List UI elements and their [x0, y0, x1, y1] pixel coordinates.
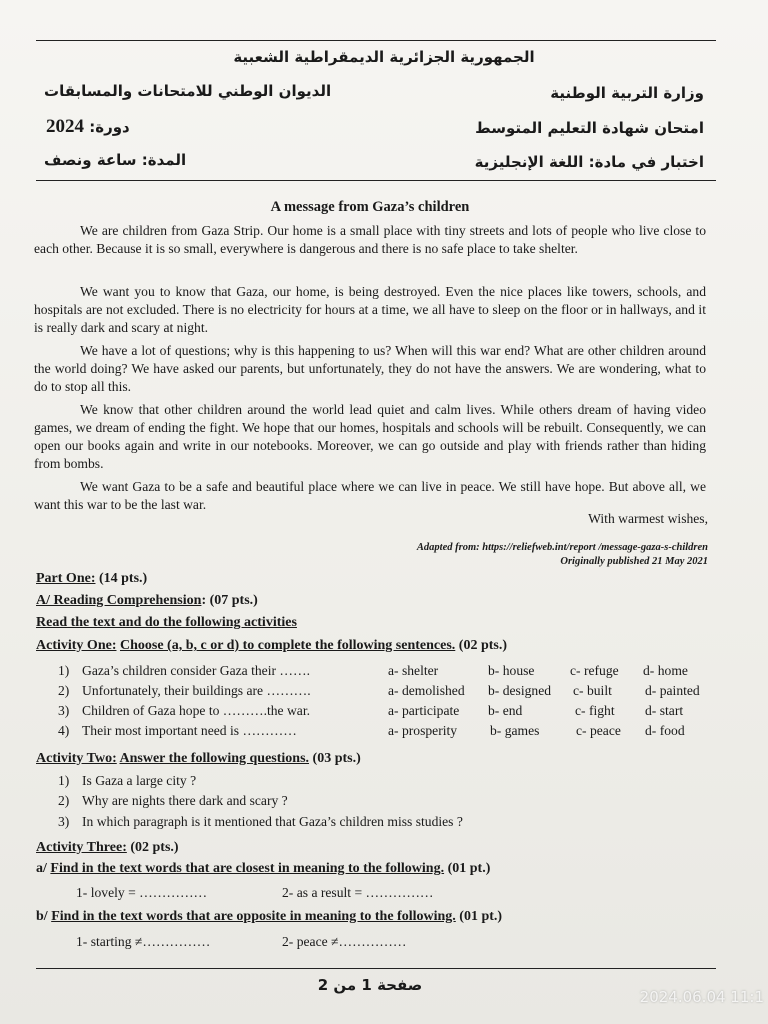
question-number: 1)	[58, 773, 70, 788]
activity-one-heading	[36, 638, 507, 654]
reading-instruction: Read the text and do the following activities	[36, 615, 297, 630]
activity-three-b-points: (01 pt.)	[459, 909, 503, 924]
section-a-points: : (07 pts.)	[201, 593, 258, 608]
header-republic: الجمهورية الجزائرية الديمقراطية الشعبية	[233, 48, 535, 66]
part-one-points: (14 pts.)	[98, 571, 148, 586]
mcq-option-c: c- fight	[575, 703, 615, 718]
activity-three-heading	[36, 840, 179, 856]
mcq-option-b: b- games	[490, 723, 540, 738]
mcq-stem: Gaza’s children consider Gaza their …….	[82, 663, 310, 678]
synonym-item-2: 2- as a result = ……………	[282, 885, 434, 900]
mcq-option-d: d- painted	[645, 683, 700, 698]
paragraph-1-text: We are children from Gaza Strip. Our home is a small place with tiny streets and lots of people who live close to each other. Because it is so small, everywhere is dangerous and there is no safe place to take shelter.	[34, 223, 706, 256]
paragraph-2	[34, 283, 706, 337]
mcq-option-a: a- participate	[388, 703, 460, 718]
activity-three-points: (02 pts.)	[130, 840, 179, 855]
question-text: In which paragraph is it mentioned that Gaza’s children miss studies ?	[82, 814, 463, 829]
activity-three-label: Activity Three:	[36, 840, 127, 855]
question-number: 3)	[58, 814, 70, 829]
activity-three-b-instruction: Find in the text words that are opposite in meaning to the following.	[51, 909, 456, 924]
header-rule	[36, 180, 716, 181]
mcq-option-a: a- demolished	[388, 683, 465, 698]
mcq-option-c: c- refuge	[570, 663, 619, 678]
activity-three-a-points: (01 pt.)	[447, 861, 491, 876]
header-duration: المدة: ساعة ونصف	[44, 151, 187, 169]
mcq-stem: Their most important need is …………	[82, 723, 297, 738]
section-a-label: A/ Reading Comprehension	[36, 593, 202, 608]
activity-two-heading	[36, 751, 361, 767]
mcq-option-b: b- house	[488, 663, 535, 678]
top-rule	[36, 40, 716, 41]
header-ministry: وزارة التربية الوطنية	[550, 84, 704, 102]
activity-three-b-heading	[36, 909, 502, 925]
text-title: A message from Gaza’s children	[270, 199, 470, 215]
question-text: Is Gaza a large city ?	[82, 773, 197, 788]
mcq-number: 4)	[58, 723, 70, 738]
photo-timestamp: 2024.06.04 11:1	[639, 988, 764, 1006]
session-year: 2024	[46, 116, 84, 137]
mcq-option-a: a- prosperity	[388, 723, 458, 738]
published-line: Originally published 21 May 2021	[560, 556, 708, 567]
paragraph-4-text: We know that other children around the world lead quiet and calm lives. While others dream of having video games, we dream of ending the fight. We hope that our homes, hospitals and schools will be rebuilt. Consequently, we can open our books again and write in our notebooks. Moreover, we can go outside and play with friends rather than hiding from bombs.	[34, 402, 706, 471]
closing-line: With warmest wishes,	[588, 511, 708, 526]
mcq-option-d: d- home	[643, 663, 688, 678]
header-office: الديوان الوطني للامتحانات والمسابقات	[44, 82, 332, 100]
activity-two-label: Activity Two:	[36, 751, 117, 766]
paragraph-5	[34, 478, 706, 514]
mcq-option-d: d- start	[645, 703, 684, 718]
part-one-label: Part One:	[36, 571, 96, 586]
synonym-item-1: 1- lovely = ……………	[76, 885, 208, 900]
mcq-option-c: c- peace	[576, 723, 621, 738]
header-exam: امتحان شهادة التعليم المتوسط	[475, 119, 704, 137]
activity-two-points: (03 pts.)	[312, 751, 361, 766]
activity-three-a-label: a/	[36, 861, 47, 876]
source-line: Adapted from: https://reliefweb.int/report /message-gaza-s-children	[416, 542, 708, 553]
mcq-option-a: a- shelter	[388, 663, 439, 678]
mcq-number: 3)	[58, 703, 70, 718]
paragraph-4	[34, 401, 706, 473]
activity-two-instruction: Answer the following questions.	[119, 751, 310, 766]
part-one-heading	[36, 571, 147, 587]
paragraph-1	[34, 222, 706, 258]
mcq-option-c: c- built	[573, 683, 612, 698]
section-a-heading	[36, 593, 258, 609]
header-session	[46, 116, 130, 138]
antonym-item-2: 2- peace ≠……………	[282, 934, 407, 949]
antonym-item-1: 1- starting ≠……………	[76, 934, 211, 949]
paragraph-3-text: We have a lot of questions; why is this happening to us? When will this war end? What are other children around the world doing? We have asked our parents, but unfortunately, they do not have the answers. We are wondering, what to do to stop all this.	[34, 343, 706, 394]
paragraph-3	[34, 342, 706, 396]
activity-one-instruction: Choose (a, b, c or d) to complete the following sentences.	[119, 638, 456, 653]
bottom-rule	[36, 968, 716, 969]
session-label: دورة:	[89, 118, 130, 136]
mcq-option-b: b- designed	[488, 683, 552, 698]
activity-three-a-heading	[36, 861, 490, 877]
activity-one-points: (02 pts.)	[458, 638, 508, 653]
question-text: Why are nights there dark and scary ?	[82, 793, 288, 808]
paragraph-5-text: We want Gaza to be a safe and beautiful place where we can live in peace. We still have hope. But above all, we want this war to be the last war.	[34, 479, 706, 512]
activity-three-a-instruction: Find in the text words that are closest in meaning to the following.	[50, 861, 445, 876]
paragraph-2-text: We want you to know that Gaza, our home, is being destroyed. Even the nice places like towers, schools, and hospitals are not excluded. There is no electricity for hours at a time, we all have to sleep on the floor or in hallways, and it is really dark and scary at night.	[34, 284, 706, 335]
mcq-stem: Children of Gaza hope to ……….the war.	[82, 703, 311, 718]
page-number: صفحة 1 من 2	[317, 976, 423, 994]
activity-one-label: Activity One:	[36, 638, 117, 653]
mcq-option-d: d- food	[645, 723, 685, 738]
activity-three-b-label: b/	[36, 909, 48, 924]
mcq-stem: Unfortunately, their buildings are ……….	[82, 683, 311, 698]
mcq-number: 2)	[58, 683, 70, 698]
mcq-option-b: b- end	[488, 703, 523, 718]
mcq-number: 1)	[58, 663, 70, 678]
question-number: 2)	[58, 793, 70, 808]
header-subject: اختبار في مادة: اللغة الإنجليزية	[474, 153, 704, 171]
